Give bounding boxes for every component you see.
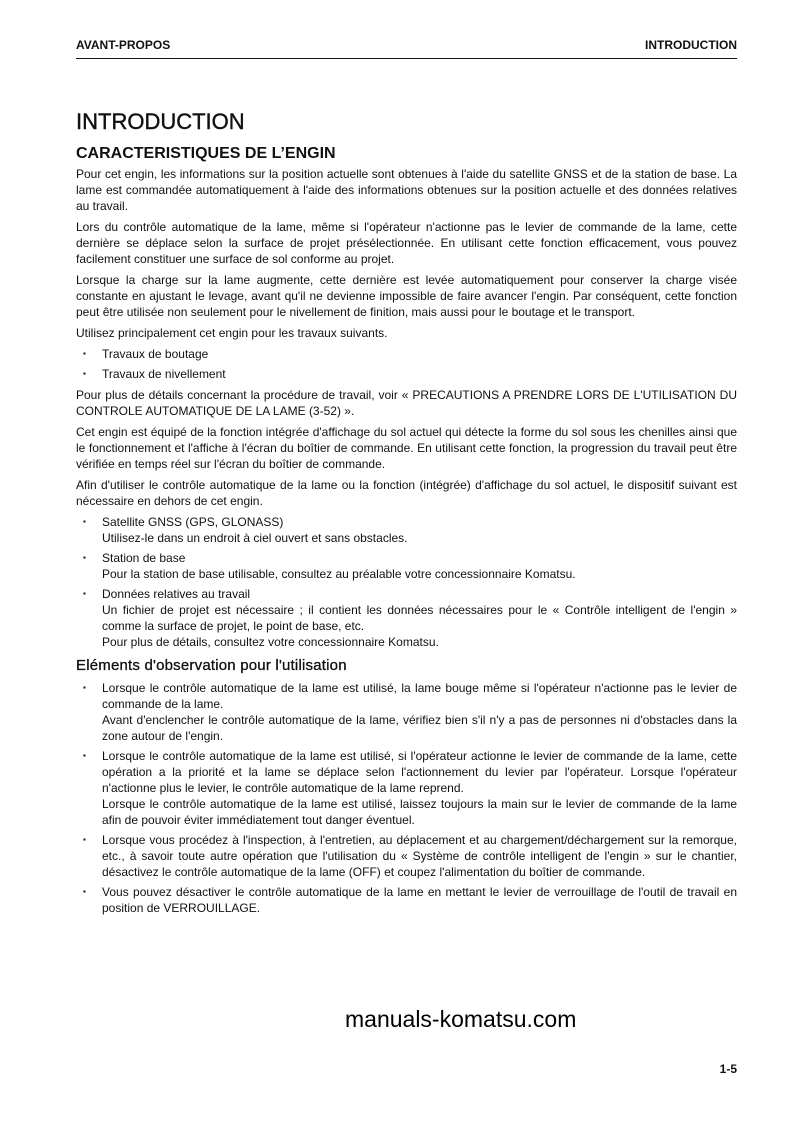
watermark: manuals-komatsu.com [345,1006,577,1032]
item-title: ▪ Données relatives au travail [102,587,251,601]
main-content [76,108,737,921]
list-item [76,748,737,828]
subsection-heading: Eléments d'observation pour l'utilisation [76,657,347,674]
paragraph: Utilisez principalement cet engin pour les travaux suivants. [76,326,388,340]
works-list [76,346,737,382]
item-text: Avant d'enclencher le contrôle automatique de la lame, vérifiez bien s'il n'y a pas de personnes ni d'obstacles dans la zone autour de l'engin. [102,713,737,743]
list-item: ▪ Travaux de boutage [76,346,737,362]
page-title: INTRODUCTION [76,109,245,134]
header-left: AVANT-PROPOS [76,38,171,52]
item-text: Pour plus de détails, consultez votre concessionnaire Komatsu. [102,635,439,649]
paragraph: Afin d'utiliser le contrôle automatique de la lame ou la fonction (intégrée) d'affichage du sol actuel, le dispositif suivant est nécessaire en dehors de cet engin. [76,478,737,508]
paragraph: Pour cet engin, les informations sur la position actuelle sont obtenues à l'aide du satellite GNSS et de la station de base. La lame est commandée automatiquement à l'aide des informations obtenues sur la position actuelle et des données relatives au travail. [76,167,737,213]
item-text: Utilisez-le dans un endroit à ciel ouvert et sans obstacles. [102,531,408,545]
paragraph: Lors du contrôle automatique de la lame, même si l'opérateur n'actionne pas le levier de commande de la lame, cette dernière se déplace selon la surface de projet présélectionnée. En utilisant cette fonction efficacement, vous pouvez facilement constituer une surface de sol conforme au projet. [76,220,737,266]
paragraph: Lorsque la charge sur la lame augmente, cette dernière est levée automatiquement pour conserver la charge visée constante en ajustant le levage, avant qu'il ne devienne impossible de faire avancer l'engin. Par conséquent, cette fonction peut être utilisée non seulement pour le nivellement de finition, mais aussi pour le boutage et le transport. [76,273,737,319]
observations-list [76,680,737,916]
list-item [76,832,737,880]
list-item [76,884,737,916]
item-text: Un fichier de projet est nécessaire ; il contient les données nécessaires pour le « Contrôle intelligent de l'engin » comme la surface de projet, le point de base, etc. [102,603,737,633]
item-title: ▪ Station de base [102,551,186,565]
item-text: ▪ Vous pouvez désactiver le contrôle automatique de la lame en mettant le levier de verrouillage de l'outil de travail en position de VERROUILLAGE. [102,885,737,915]
item-text: ▪ Lorsque vous procédez à l'inspection, à l'entretien, au déplacement et au chargement/déchargement sur la remorque, etc., à savoir toute autre opération que l'utilisation du « Système de contrôle intelligent de l'engin » sur le chantier, désactivez le contrôle automatique de la lame (OFF) et coupez l'alimentation du boîtier de commande. [102,833,737,879]
list-item [76,586,737,650]
page-number: 1-5 [719,1062,737,1076]
paragraph: Pour plus de détails concernant la procédure de travail, voir « PRECAUTIONS A PRENDRE LORS DE L'UTILISATION DU CONTROLE AUTOMATIQUE DE LA LAME (3-52) ». [76,388,737,418]
devices-list [76,514,737,650]
list-item [76,680,737,744]
item-title: ▪ Satellite GNSS (GPS, GLONASS) [102,515,284,529]
list-item [76,514,737,546]
paragraph: Cet engin est équipé de la fonction intégrée d'affichage du sol actuel qui détecte la forme du sol sous les chenilles ainsi que le fonctionnement et l'affiche à l'écran du boîtier de commande. En utilisant cette fonction, la progression du travail peut être vérifiée en temps réel sur l'écran du boîtier de commande. [76,425,737,471]
list-item: ▪ Travaux de nivellement [76,366,737,382]
list-item [76,550,737,582]
item-text: Lorsque le contrôle automatique de la lame est utilisé, laissez toujours la main sur le levier de commande de la lame afin de pouvoir éviter immédiatement tout danger éventuel. [102,797,737,827]
item-text: Pour la station de base utilisable, consultez au préalable votre concessionnaire Komatsu. [102,567,576,581]
running-header [76,38,737,59]
item-text: ▪ Lorsque le contrôle automatique de la lame est utilisé, la lame bouge même si l'opérateur n'actionne pas le levier de commande de la lame. [102,681,737,711]
item-text: ▪ Lorsque le contrôle automatique de la lame est utilisé, si l'opérateur actionne le levier de commande de la lame, cette opération a la priorité et la lame se déplace selon l'actionnement du levier par l'opérateur. Lorsque l'opérateur n'actionne plus le levier, le contrôle automatique de la lame reprend. [102,749,737,795]
header-right: INTRODUCTION [645,38,737,52]
section-heading: CARACTERISTIQUES DE L’ENGIN [76,145,336,162]
